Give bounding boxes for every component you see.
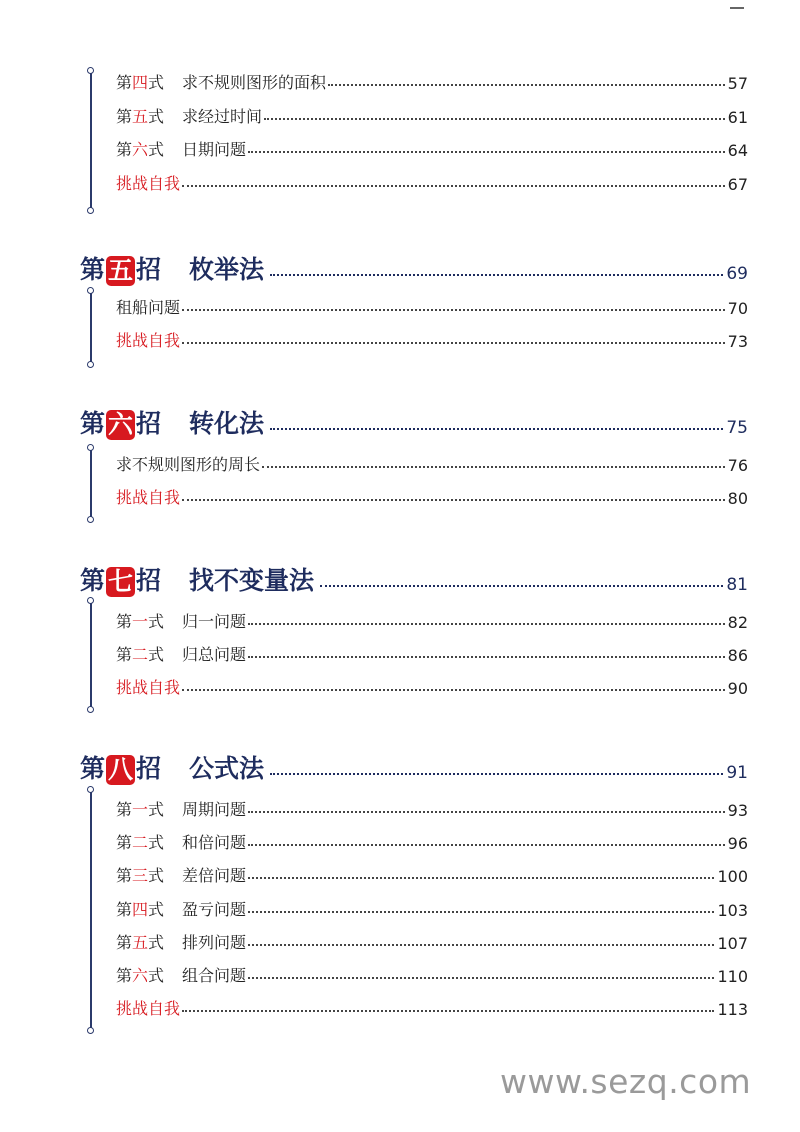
leader-dots <box>248 944 714 946</box>
entry-suffix: 式 <box>148 833 165 853</box>
chapter-number-badge: 七 <box>108 567 134 596</box>
entry-page-number: 100 <box>717 867 748 887</box>
section-bracket-line <box>90 450 92 517</box>
entry-title: 挑战自我 <box>116 488 181 507</box>
chapter-title: 找不变量法 <box>189 566 315 595</box>
leader-dots <box>248 811 725 813</box>
entry-label <box>116 897 246 920</box>
leader-dots <box>248 623 725 625</box>
toc-entry[interactable] <box>116 161 748 194</box>
entry-number: 一 <box>132 800 149 819</box>
chapter-page-number: 81 <box>726 575 748 595</box>
entry-title: 挑战自我 <box>116 173 181 193</box>
chapter-suffix: 招 <box>136 754 162 783</box>
entry-label <box>116 452 260 475</box>
chapter-heading[interactable] <box>80 557 748 597</box>
section-bracket-line <box>90 293 92 362</box>
leader-dots <box>182 309 725 311</box>
leader-dots <box>248 977 714 979</box>
entry-page-number: 70 <box>727 299 748 318</box>
toc-entry[interactable] <box>116 920 748 953</box>
entry-page-number: 86 <box>727 646 748 665</box>
toc-entry[interactable] <box>116 318 748 351</box>
entry-label <box>116 830 246 853</box>
entry-prefix: 第 <box>116 800 133 819</box>
entry-page-number: 57 <box>727 74 748 93</box>
entry-title: 挑战自我 <box>116 678 181 697</box>
entry-label <box>116 797 246 820</box>
entry-prefix: 第 <box>116 966 133 985</box>
chapter-number-badge: 八 <box>108 755 134 784</box>
entry-title: 归一问题 <box>182 612 247 631</box>
leader-dots <box>264 118 725 120</box>
chapter-title: 枚举法 <box>189 255 265 284</box>
entry-prefix: 第 <box>116 932 133 952</box>
chapter-page-number: 69 <box>726 264 748 284</box>
leader-dots <box>262 466 725 468</box>
scan-mark <box>730 7 744 9</box>
entry-suffix: 式 <box>148 932 165 952</box>
chapter-suffix: 招 <box>136 409 162 438</box>
entry-label <box>116 485 180 508</box>
entry-page-number: 76 <box>727 456 748 475</box>
entry-page-number: 93 <box>727 801 748 820</box>
entry-label <box>116 642 246 665</box>
leader-dots <box>182 689 725 691</box>
leader-dots <box>270 773 723 775</box>
leader-dots <box>320 585 723 587</box>
toc-entry[interactable] <box>116 986 748 1019</box>
entry-number: 五 <box>132 932 149 952</box>
toc-entry[interactable] <box>116 127 748 160</box>
chapter-title: 公式法 <box>189 754 265 783</box>
chapter-page-number: 91 <box>726 763 748 783</box>
entry-page-number: 107 <box>717 933 748 953</box>
entry-title: 租船问题 <box>116 298 181 317</box>
toc-entry[interactable] <box>116 887 748 920</box>
entry-page-number: 96 <box>727 834 748 854</box>
leader-dots <box>248 911 714 913</box>
entry-label <box>116 930 246 953</box>
entry-label <box>116 609 246 632</box>
entry-title: 挑战自我 <box>116 331 181 350</box>
toc-entry[interactable] <box>116 632 748 665</box>
toc-entry[interactable] <box>116 820 748 853</box>
leader-dots <box>248 844 725 846</box>
entry-page-number: 110 <box>717 967 748 986</box>
entry-title: 盈亏问题 <box>182 899 247 919</box>
entry-page-number: 80 <box>727 489 748 508</box>
entry-page-number: 103 <box>717 900 748 920</box>
entry-page-number: 61 <box>727 107 748 127</box>
chapter-heading[interactable] <box>80 400 748 440</box>
leader-dots <box>270 274 723 276</box>
chapter-title: 转化法 <box>189 409 265 438</box>
toc-entry[interactable] <box>116 599 748 632</box>
entry-page-number: 90 <box>727 679 748 698</box>
toc-entry[interactable] <box>116 787 748 820</box>
entry-title: 差倍问题 <box>182 866 247 886</box>
entry-page-number: 64 <box>727 141 748 161</box>
toc-entry[interactable] <box>116 60 748 93</box>
toc-entry[interactable] <box>116 853 748 886</box>
entry-suffix: 式 <box>148 899 165 919</box>
toc-entry[interactable] <box>116 94 748 127</box>
entry-suffix: 式 <box>148 800 165 819</box>
entry-title: 求不规则图形的面积 <box>182 73 327 92</box>
section-bracket-line <box>90 603 92 707</box>
leader-dots <box>248 877 714 879</box>
entry-number: 五 <box>132 106 149 126</box>
entry-label <box>116 675 180 698</box>
entry-label <box>116 963 246 986</box>
entry-number: 二 <box>132 833 149 853</box>
entry-label <box>116 171 180 194</box>
chapter-number-badge: 六 <box>108 410 134 439</box>
leader-dots <box>328 84 725 86</box>
leader-dots <box>182 185 725 187</box>
chapter-prefix: 第 <box>80 255 106 284</box>
toc-entry[interactable] <box>116 285 748 318</box>
section-bracket-line <box>90 792 92 1028</box>
entry-title: 排列问题 <box>182 932 247 952</box>
chapter-prefix: 第 <box>80 566 106 595</box>
entry-label <box>116 70 326 93</box>
entry-number: 二 <box>132 645 149 664</box>
entry-suffix: 式 <box>148 866 165 886</box>
entry-prefix: 第 <box>116 106 133 126</box>
entry-title: 组合问题 <box>182 966 247 985</box>
chapter-prefix: 第 <box>80 409 106 438</box>
entry-prefix: 第 <box>116 866 133 886</box>
entry-label <box>116 996 180 1019</box>
entry-suffix: 式 <box>148 140 165 160</box>
toc-entry[interactable] <box>116 665 748 698</box>
entry-suffix: 式 <box>148 106 165 126</box>
entry-title: 求不规则图形的周长 <box>116 455 261 474</box>
entry-page-number: 73 <box>727 332 748 351</box>
leader-dots <box>248 656 725 658</box>
chapter-prefix: 第 <box>80 754 106 783</box>
entry-number: 一 <box>132 612 149 631</box>
entry-suffix: 式 <box>148 612 165 631</box>
entry-prefix: 第 <box>116 899 133 919</box>
entry-title: 归总问题 <box>182 645 247 664</box>
entry-label <box>116 137 246 160</box>
chapter-heading[interactable] <box>80 246 748 286</box>
toc-entry[interactable] <box>116 953 748 986</box>
entry-number: 六 <box>132 966 149 985</box>
section-bracket-line <box>90 73 92 208</box>
entry-title: 和倍问题 <box>182 833 247 853</box>
leader-dots <box>270 428 723 430</box>
leader-dots <box>182 499 725 501</box>
entry-page-number: 67 <box>727 174 748 194</box>
chapter-page-number: 75 <box>726 418 748 438</box>
entry-prefix: 第 <box>116 833 133 853</box>
chapter-heading[interactable] <box>80 745 748 785</box>
leader-dots <box>182 342 725 344</box>
entry-label <box>116 104 262 127</box>
toc-entry[interactable] <box>116 442 748 475</box>
entry-prefix: 第 <box>116 645 133 664</box>
entry-number: 三 <box>132 866 149 886</box>
entry-number: 四 <box>132 899 149 919</box>
entry-page-number: 113 <box>717 1000 748 1020</box>
leader-dots <box>182 1010 714 1012</box>
entry-label <box>116 328 180 351</box>
entry-suffix: 式 <box>148 645 165 664</box>
entry-title: 周期问题 <box>182 800 247 819</box>
entry-title: 日期问题 <box>182 140 247 160</box>
entry-prefix: 第 <box>116 73 133 92</box>
entry-prefix: 第 <box>116 612 133 631</box>
entry-suffix: 式 <box>148 73 165 92</box>
leader-dots <box>248 151 725 153</box>
watermark: www.sezq.com <box>500 1062 752 1101</box>
entry-prefix: 第 <box>116 140 133 160</box>
entry-label <box>116 863 246 886</box>
chapter-suffix: 招 <box>136 255 162 284</box>
entry-number: 六 <box>132 140 149 160</box>
entry-title: 挑战自我 <box>116 999 181 1019</box>
toc-entry[interactable] <box>116 475 748 508</box>
entry-label <box>116 295 180 318</box>
chapter-number-badge: 五 <box>108 256 134 285</box>
entry-page-number: 82 <box>727 613 748 632</box>
chapter-suffix: 招 <box>136 566 162 595</box>
entry-title: 求经过时间 <box>182 106 263 126</box>
entry-suffix: 式 <box>148 966 165 985</box>
entry-number: 四 <box>132 73 149 92</box>
